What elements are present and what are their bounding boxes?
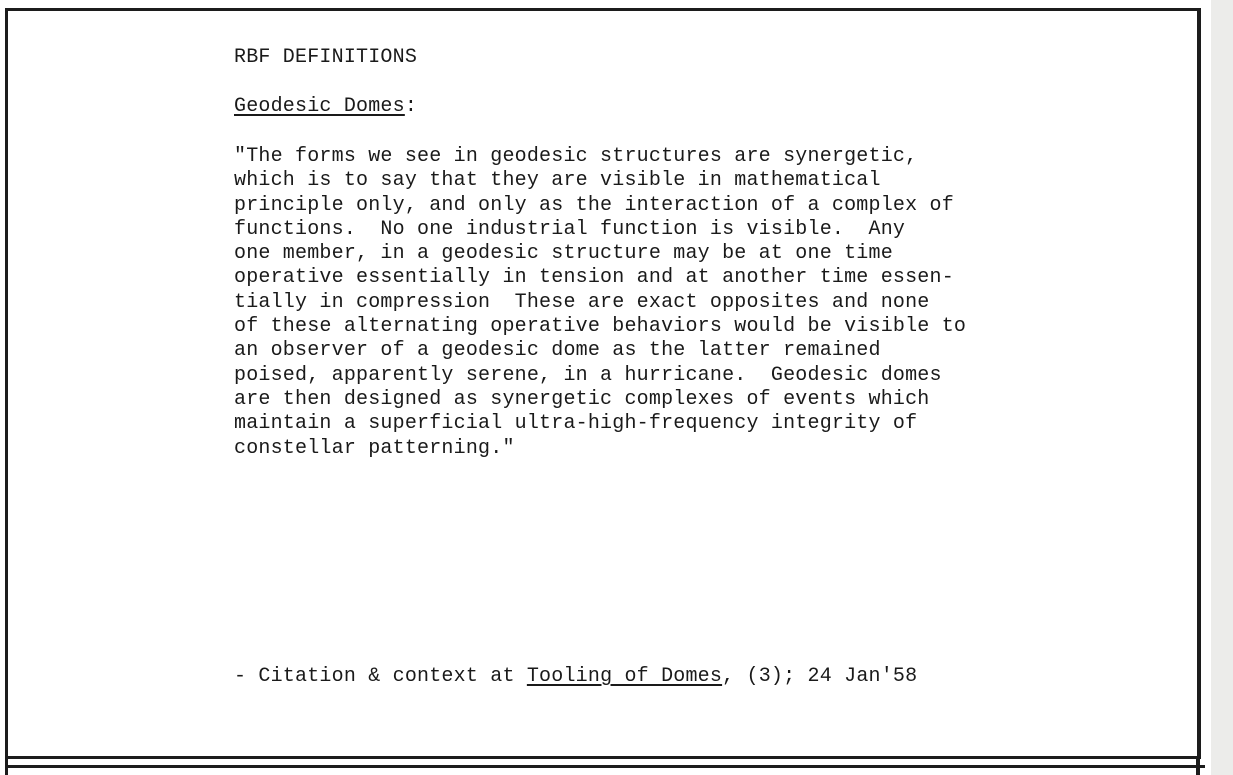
citation-line [234, 665, 917, 688]
next-card-right-border [1196, 758, 1200, 775]
next-card-border [5, 765, 1205, 768]
definition-quote [234, 145, 966, 461]
next-card-left-border [5, 758, 8, 775]
quote-line: are then designed as synergetic complexes of events which [234, 387, 930, 411]
quote-line: maintain a superficial ultra-high-frequency integrity of [234, 412, 918, 436]
citation-source-link: Tooling of Domes [526, 665, 723, 688]
quote-line: principle only, and only as the interaction of a complex of [234, 193, 954, 217]
term-label: Geodesic Domes [234, 95, 405, 118]
citation-suffix: , (3); 24 Jan'58 [722, 665, 918, 688]
quote-line: constellar patterning." [234, 436, 515, 460]
quote-line: one member, in a geodesic structure may be at one time [234, 242, 893, 266]
quote-line: poised, apparently serene, in a hurricane. Geodesic domes [234, 363, 942, 387]
quote-line: of these alternating operative behaviors would be visible to [234, 315, 967, 339]
quote-line: functions. No one industrial function is visible. Any [234, 217, 906, 241]
page-edge-strip [1211, 0, 1233, 775]
citation-prefix: - Citation & context at [234, 665, 527, 688]
definition-term [234, 95, 417, 118]
quote-line: operative essentially in tension and at another time essen- [234, 266, 954, 290]
document-header: RBF DEFINITIONS [234, 46, 418, 69]
quote-line: tially in compression These are exact opposites and none [234, 290, 930, 314]
quote-line: an observer of a geodesic dome as the latter remained [234, 339, 881, 363]
quote-line: "The forms we see in geodesic structures are synergetic, [234, 145, 918, 168]
quote-line: which is to say that they are visible in mathematical [234, 169, 881, 193]
term-colon: : [404, 95, 418, 118]
